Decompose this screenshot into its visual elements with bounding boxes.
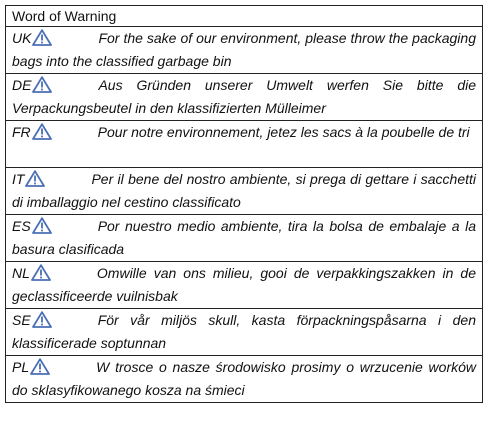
language-row <box>6 356 483 403</box>
language-code: ES <box>12 218 31 234</box>
language-code: DE <box>12 77 32 93</box>
warning-message: Aus Gründen unserer Umwelt werfen Sie bitte die Verpackungsbeutel in den klassifizierten Mülleimer <box>12 77 476 116</box>
warning-message: Per il bene del nostro ambiente, si prega di gettare i sacchetti di imballaggio nel cestino classificato <box>12 171 476 210</box>
warning-message: W trosce o nasze środowisko prosimy o wrzucenie worków do sklasyfikowanego kosza na śmieci <box>12 359 476 398</box>
language-row <box>6 215 483 262</box>
language-code: NL <box>12 265 30 281</box>
warning-triangle-icon <box>32 76 52 93</box>
language-code: FR <box>12 124 31 140</box>
language-row <box>6 27 483 74</box>
warning-text-cell <box>6 215 483 262</box>
language-code: UK <box>12 30 32 46</box>
warning-message: För vår miljös skull, kasta förpackningspåsarna i den klassificerade soptunnan <box>12 312 476 351</box>
language-code: SE <box>12 312 31 328</box>
warning-message: Pour notre environnement, jetez les sacs à la poubelle de tri <box>97 124 470 140</box>
language-row <box>6 74 483 121</box>
warning-text-cell <box>6 168 483 215</box>
language-row <box>6 121 483 168</box>
warning-text-cell <box>6 309 483 356</box>
warning-triangle-icon <box>32 123 52 140</box>
language-row <box>6 168 483 215</box>
warning-triangle-icon <box>32 217 52 234</box>
warning-text-cell <box>6 262 483 309</box>
warning-table-body <box>6 6 483 403</box>
warning-table <box>5 5 483 403</box>
warning-triangle-icon <box>31 264 51 281</box>
language-row <box>6 309 483 356</box>
header-row <box>6 6 483 27</box>
warning-message: Por nuestro medio ambiente, tira la bolsa de embalaje a la basura clasificada <box>12 218 476 257</box>
warning-message: Omwille van ons milieu, gooi de verpakkingszakken in de geclassificeerde vuilnisbak <box>12 265 476 304</box>
warning-triangle-icon <box>32 29 52 46</box>
language-row <box>6 262 483 309</box>
warning-text-cell <box>6 121 483 168</box>
warning-text-cell <box>6 74 483 121</box>
table-title: Word of Warning <box>6 6 483 27</box>
warning-message: For the sake of our environment, please throw the packaging bags into the classified garbage bin <box>12 30 476 69</box>
language-code: IT <box>12 171 25 187</box>
warning-triangle-icon <box>30 358 50 375</box>
language-code: PL <box>12 359 30 375</box>
warning-text-cell <box>6 356 483 403</box>
warning-text-cell <box>6 27 483 74</box>
warning-triangle-icon <box>25 170 45 187</box>
warning-triangle-icon <box>32 311 52 328</box>
